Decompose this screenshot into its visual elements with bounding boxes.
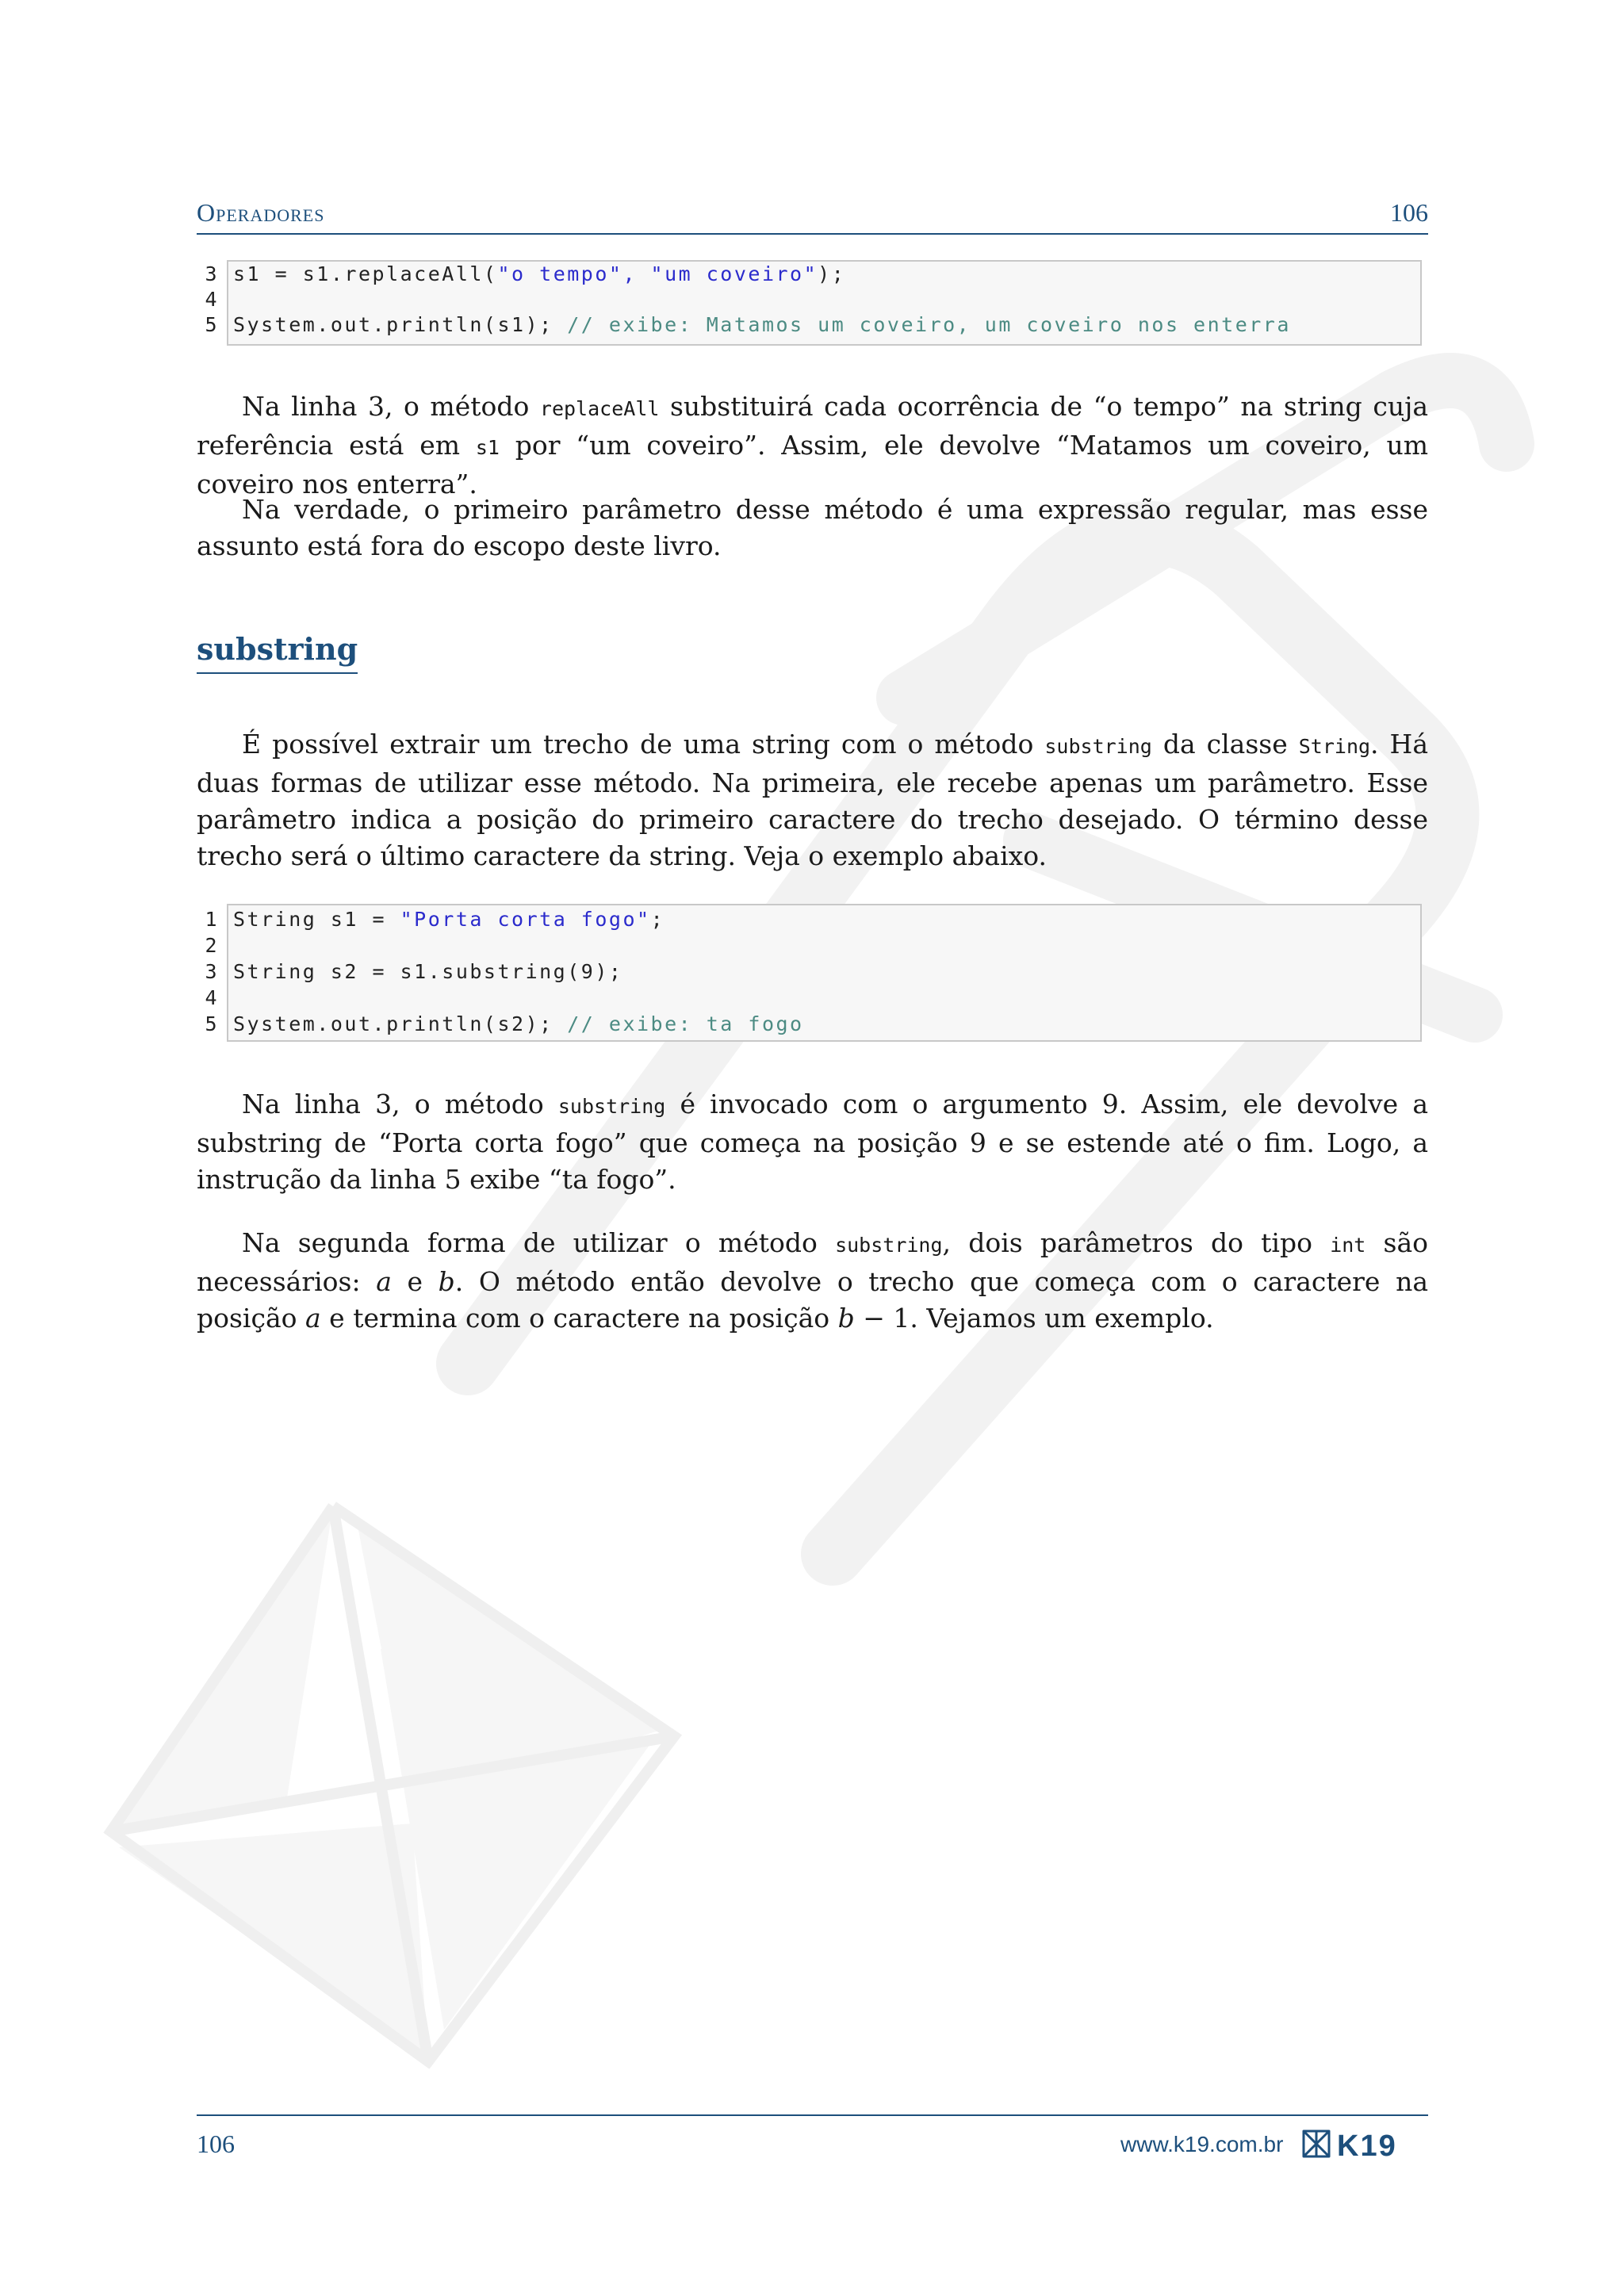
footer-url-link[interactable]: www.k19.com.br bbox=[1120, 2132, 1284, 2156]
footer-page-number: 106 bbox=[197, 2130, 235, 2158]
line-number: 4 bbox=[205, 986, 219, 1009]
inline-code: substring bbox=[1044, 735, 1152, 758]
inline-code: String bbox=[1298, 735, 1371, 758]
code-listing-replaceall bbox=[197, 260, 1422, 346]
line-number: 1 bbox=[205, 908, 219, 931]
code-line: String s2 = s1.substring(9); bbox=[233, 960, 623, 983]
code-line: s1 = s1.replaceAll("o tempo", "um coveiro"); bbox=[233, 262, 846, 285]
inline-code: replaceAll bbox=[539, 397, 660, 420]
line-number: 5 bbox=[205, 313, 219, 336]
line-number: 3 bbox=[205, 262, 219, 285]
inline-code: s1 bbox=[475, 436, 500, 459]
math-var: b bbox=[837, 1303, 855, 1334]
line-number: 5 bbox=[205, 1012, 219, 1035]
math-var: a bbox=[305, 1303, 321, 1334]
paragraph-substring-two-args: Na segunda forma de utilizar o método substring, dois parâmetros do tipo int são necessários: a e b. O método então devolve o trecho que começa com o caractere na posição a e termina com o caractere na posição b − 1. Vejamos um exemplo. bbox=[197, 1227, 1429, 1334]
paragraph-regex-note: Na verdade, o primeiro parâmetro desse método é uma expressão regular, mas esse assunto está fora do escopo deste livro. bbox=[197, 494, 1428, 561]
paragraph-substring-one-arg: Na linha 3, o método substring é invocado com o argumento 9. Assim, ele devolve a substring de “Porta corta fogo” que começa na posição 9 e se estende até o fim. Logo, a instrução da linha 5 exibe “ta fogo”. bbox=[197, 1089, 1428, 1195]
code-line: String s1 = "Porta corta fogo"; bbox=[233, 908, 665, 931]
k19-logo bbox=[1302, 2128, 1429, 2160]
math-var: b bbox=[438, 1266, 455, 1297]
inline-code: substring bbox=[557, 1095, 666, 1118]
paragraph-replaceall-explanation: Na linha 3, o método replaceAll substituirá cada ocorrência de “o tempo” na string cuja referência está em s1 por “um coveiro”. Assim, ele devolve “Matamos um coveiro, um coveiro nos enterra”. bbox=[197, 391, 1428, 499]
inline-code: substring bbox=[835, 1234, 943, 1257]
section-title: substring bbox=[197, 629, 358, 674]
code-line: System.out.println(s2); // exibe: ta fogo bbox=[233, 1012, 804, 1035]
paragraph-substring-intro: É possível extrair um trecho de uma string com o método substring da classe String. Há duas formas de utilizar esse método. Na primeira, ele recebe apenas um parâmetro. Esse parâmetro indica a posição do primeiro caractere do trecho desejado. O término desse trecho será o último caractere da string. Veja o exemplo abaixo. bbox=[197, 729, 1428, 871]
line-number: 4 bbox=[205, 288, 219, 311]
code-listing-substring bbox=[197, 904, 1422, 1042]
header-page-number: 106 bbox=[1390, 198, 1428, 227]
chapter-title: Operadores bbox=[197, 198, 325, 227]
k19-logo-text: K19 bbox=[1337, 2130, 1397, 2160]
math-var: a bbox=[376, 1266, 392, 1297]
inline-code: int bbox=[1330, 1234, 1366, 1257]
footer-rule bbox=[197, 2114, 1428, 2116]
line-number: 3 bbox=[205, 960, 219, 983]
line-number: 2 bbox=[205, 934, 219, 957]
code-line: System.out.println(s1); // exibe: Matamos um coveiro, um coveiro nos enterra bbox=[233, 313, 1291, 336]
running-header bbox=[197, 197, 1428, 235]
